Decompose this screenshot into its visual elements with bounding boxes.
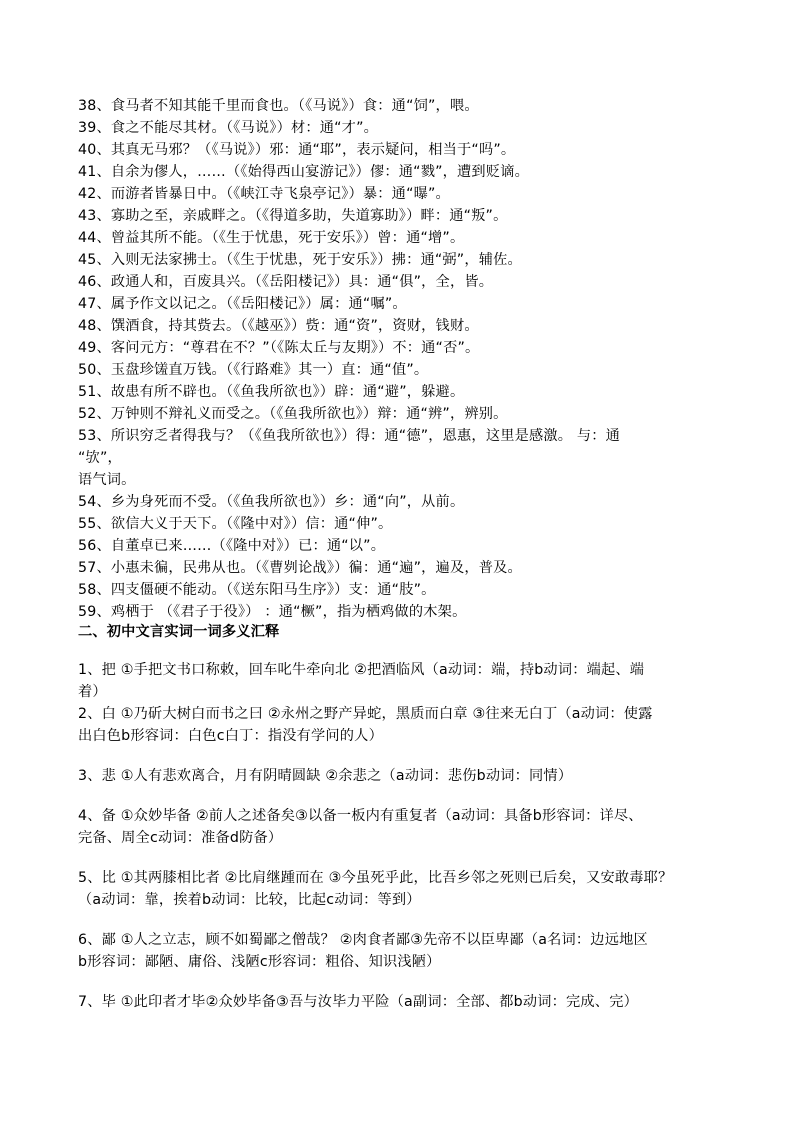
list-item-45: 45、入则无法家拂士。（《生于忧患，死于安乐》）拂：通“弼”，辅佐。 <box>78 252 522 268</box>
list-item-53-cont2: 语气词。 <box>78 472 136 488</box>
list-item-38: 38、食马者不知其能千里而食也。（《马说》）食：通“饲”，喂。 <box>78 98 479 114</box>
entry-6-line-2: b形容词：鄙陋、庸俗、浅陋c形容词：粗俗、知识浅陋） <box>78 954 441 970</box>
list-item-47: 47、属予作文以记之。（《岳阳楼记》）属：通“嘱”。 <box>78 296 407 312</box>
list-item-51: 51、故患有所不辟也。（《鱼我所欲也》）辟：通“避”，躲避。 <box>78 384 465 400</box>
entry-5-line-2: （a动词：靠，挨着b动词：比较，比起c动词：等到） <box>78 892 421 908</box>
list-item-57: 57、小惠未徧，民弗从也。（《曹刿论战》）徧：通“遍”，遍及，普及。 <box>78 560 522 576</box>
entry-1-line-2: 着） <box>78 684 107 700</box>
list-item-50: 50、玉盘珍馐直万钱。（《行路难》其一）直：通“值”。 <box>78 362 429 378</box>
entry-4-line-1: 4、备 ①众妙毕备 ②前人之述备矣③以备一板内有重复者（a动词：具备b形容词：详尽、 <box>78 808 643 824</box>
list-item-52: 52、万钟则不辩礼义而受之。（《鱼我所欲也》）辩：通“辨”，辨别。 <box>78 406 508 422</box>
list-item-53: 53、所识穷乏者得我与？（《鱼我所欲也》）得：通“德”，恩惠，这里是感激。 与：通 <box>78 428 621 444</box>
list-item-59: 59、鸡栖于 （《君子于役》） ：通“橛”，指为栖鸡做的木架。 <box>78 604 467 620</box>
list-item-58: 58、四支僵硬不能动。（《送东阳马生序》）支：通“肢”。 <box>78 582 436 598</box>
entry-2-line-2: 出白色b形容词：白色c白丁：指没有学问的人） <box>78 728 383 744</box>
entry-5-line-1: 5、比 ①其两膝相比者 ②比肩继踵而在 ③今虽死乎此，比吾乡邻之死则已后矣，又安敢毒耶？ <box>78 870 673 886</box>
list-item-53-cont: “欤”， <box>78 450 122 466</box>
entry-7-line-1: 7、毕 ①此印者才毕②众妙毕备③吾与汝毕力平险（a副词：全部、都b动词：完成、完） <box>78 994 638 1010</box>
list-item-48: 48、馔酒食，持其赀去。（《越巫》）赀：通“资”，资财，钱财。 <box>78 318 479 334</box>
list-item-40: 40、其真无马邪？（《马说》）邪：通“耶”，表示疑问，相当于“吗”。 <box>78 142 516 158</box>
list-item-55: 55、欲信大义于天下。（《隆中对》）信：通“伸”。 <box>78 516 393 532</box>
entry-3-line-1: 3、悲 ①人有悲欢离合，月有阴晴圆缺 ②余悲之（a动词：悲伤b动词：同情） <box>78 768 573 784</box>
list-item-41: 41、自余为僇人，……（《始得西山宴游记》）僇：通“戮”，遭到贬谪。 <box>78 164 529 180</box>
list-item-54: 54、乡为身死而不受。（《鱼我所欲也》）乡：通“向”，从前。 <box>78 494 465 510</box>
list-item-43: 43、寡助之至，亲戚畔之。（《得道多助，失道寡助》）畔：通“叛”。 <box>78 208 508 224</box>
entry-6-line-1: 6、鄙 ①人之立志，顾不如蜀鄙之僧哉？ ②肉食者鄙③先帝不以臣卑鄙（a名词：边远地区 <box>78 932 648 948</box>
entry-1-line-1: 1、把 ①手把文书口称敕，回车叱牛牵向北 ②把酒临风（a动词：端，持b动词：端起、端 <box>78 662 645 678</box>
list-item-49: 49、客问元方：“尊君在不？”（《陈太丘与友期》）不：通“否”。 <box>78 340 480 356</box>
section-heading: 二、初中文言实词一词多义汇释 <box>78 624 280 640</box>
list-item-46: 46、政通人和，百废具兴。（《岳阳楼记》）具：通“俱”，全，皆。 <box>78 274 494 290</box>
entry-2-line-1: 2、白 ①乃斫大树白而书之曰 ②永州之野产异蛇，黑质而白章 ③往来无白丁（a动词：使露 <box>78 706 653 722</box>
list-item-39: 39、食之不能尽其材。（《马说》）材：通“才”。 <box>78 120 379 136</box>
entry-4-line-2: 完备、周全c动词：准备d防备） <box>78 830 283 846</box>
list-item-42: 42、而游者皆暴日中。（《峡江寺飞泉亭记》）暴：通“曝”。 <box>78 186 450 202</box>
list-item-56: 56、自董卓已来……（《隆中对》）已：通“以”。 <box>78 538 386 554</box>
list-item-44: 44、曾益其所不能。（《生于忧患，死于安乐》）曾：通“增”。 <box>78 230 465 246</box>
